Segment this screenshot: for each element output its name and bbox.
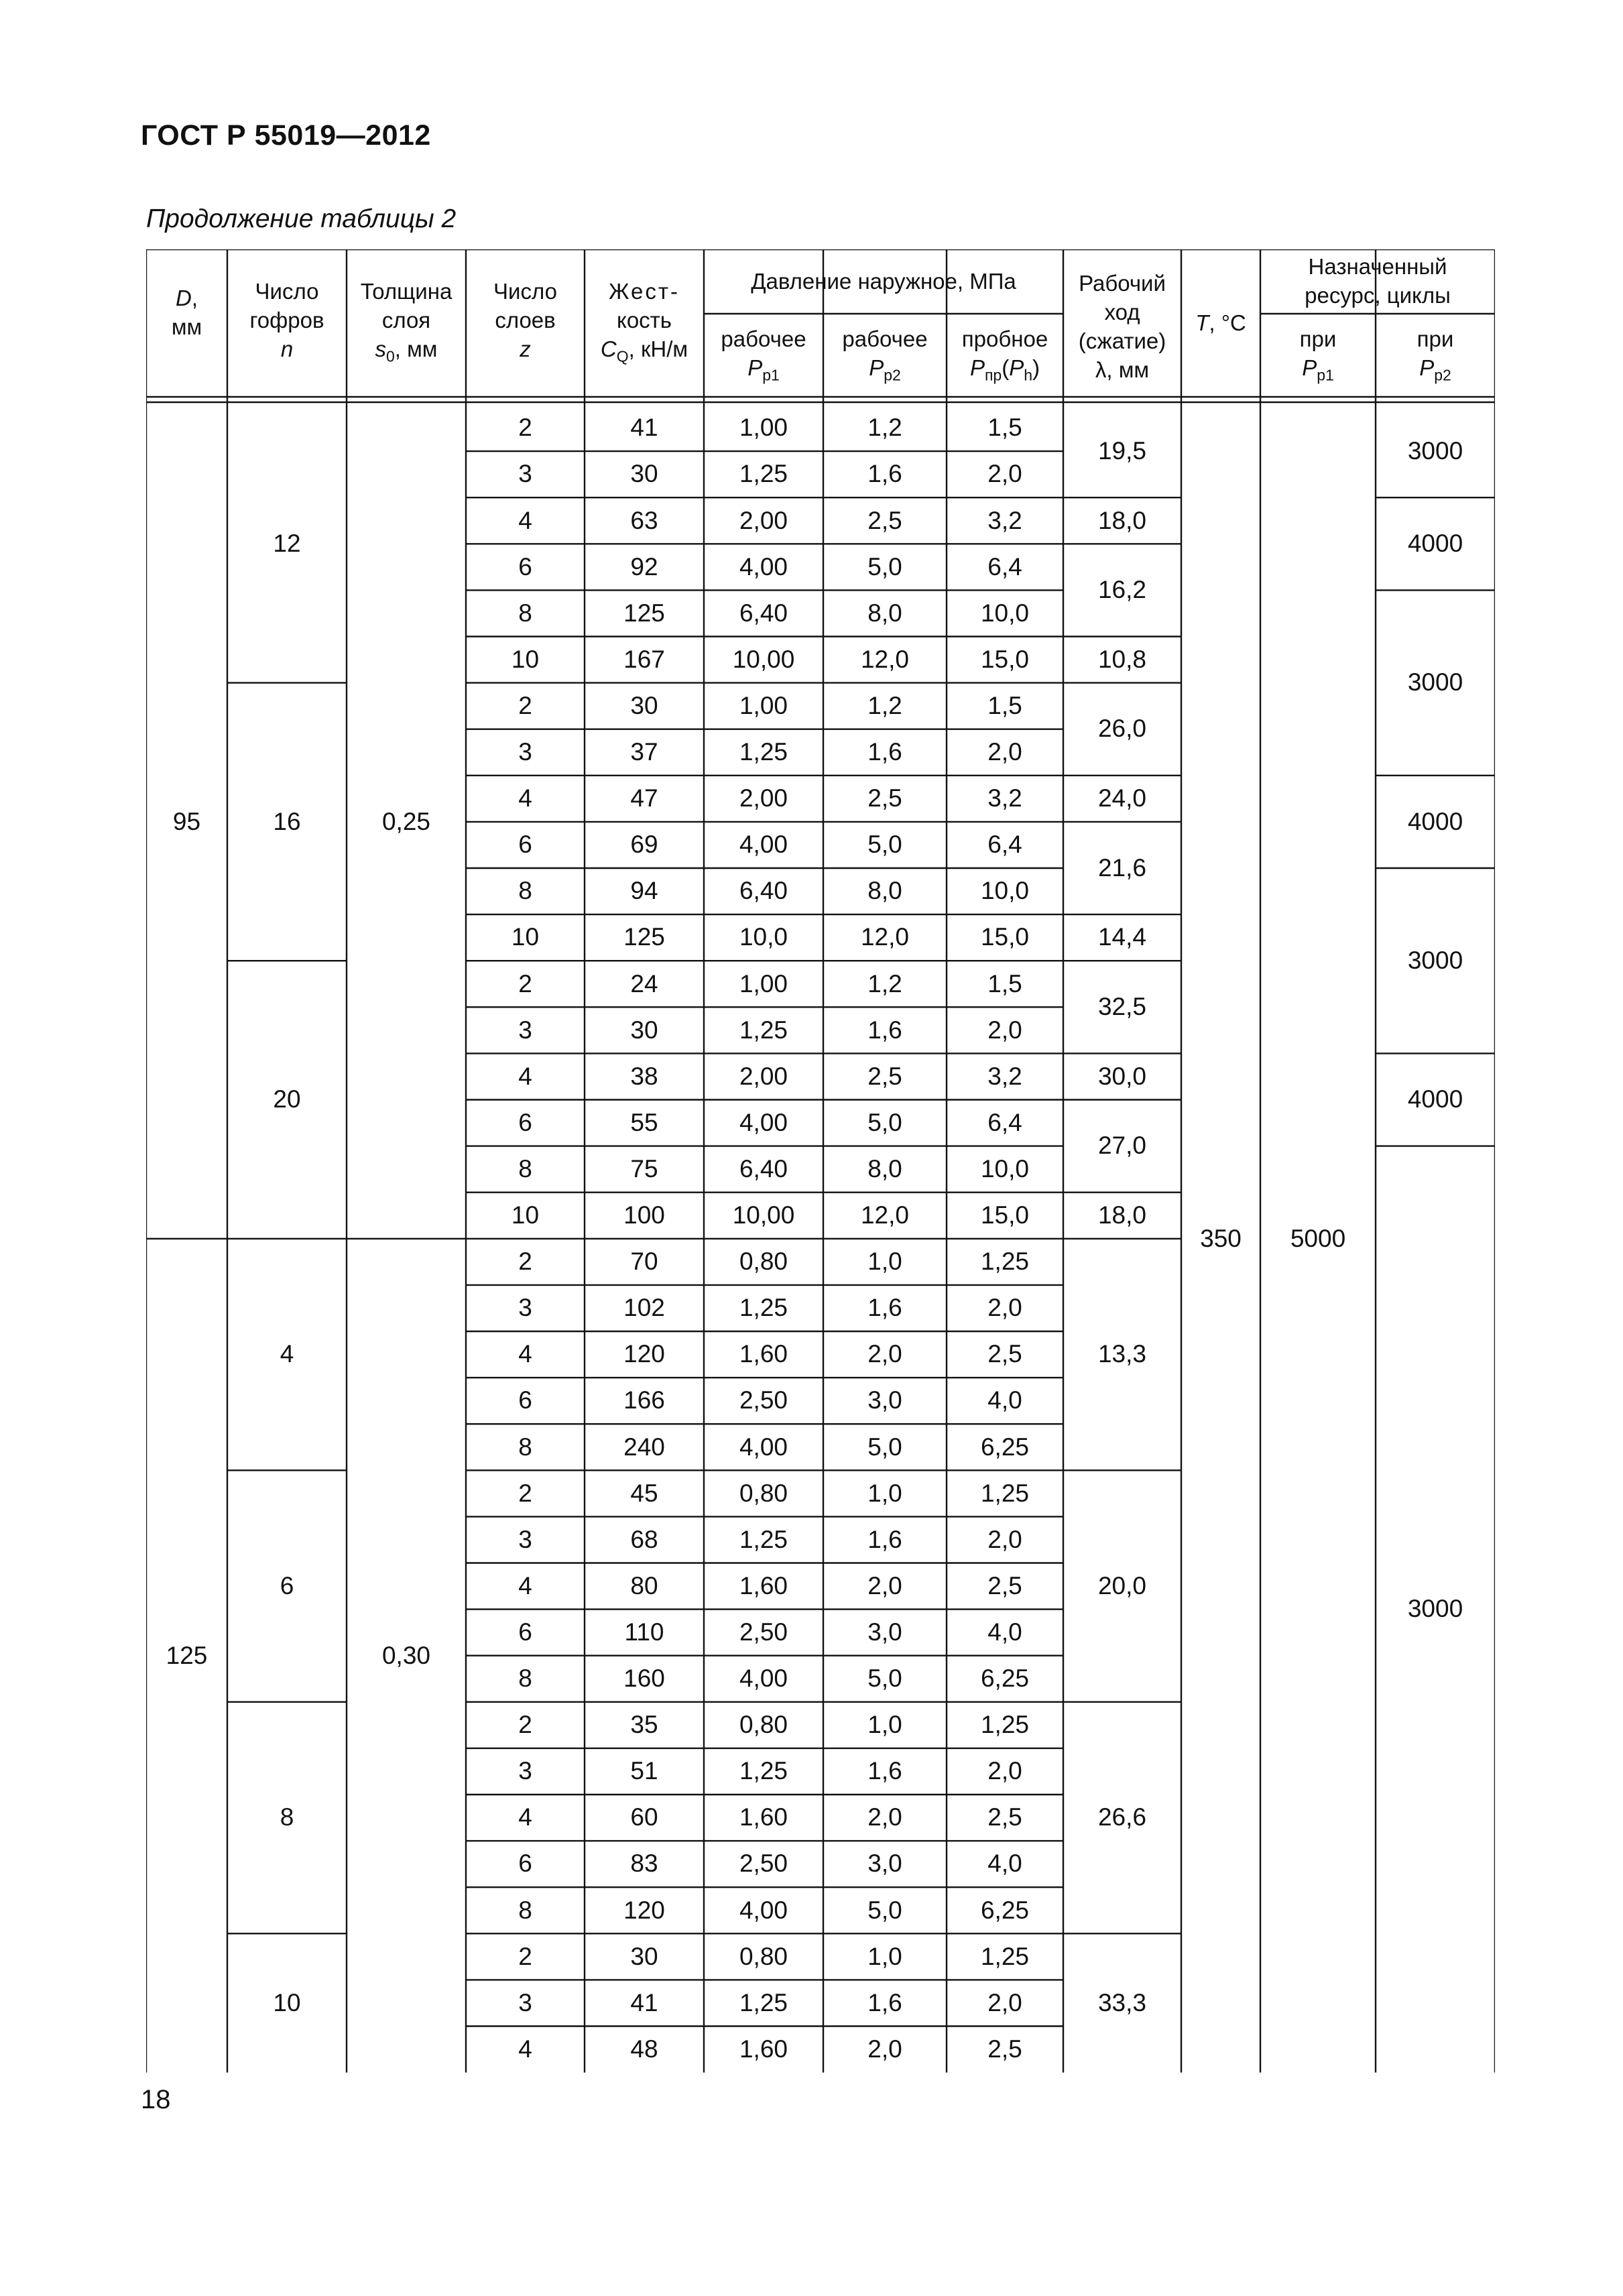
pp2-value: 5,0 [867, 1665, 902, 1693]
pp1-value: 6,40 [739, 877, 788, 905]
page-number: 18 [141, 2085, 171, 2114]
pp2-value: 12,0 [860, 645, 909, 673]
z-value: 2 [518, 1942, 532, 1970]
n-value: 4 [280, 1340, 294, 1368]
lambda-value: 10,8 [1097, 645, 1146, 673]
cq-value: 160 [623, 1665, 665, 1693]
cq-value: 30 [630, 460, 658, 488]
z-value: 2 [518, 1248, 532, 1276]
pp2-value: 12,0 [860, 1201, 909, 1229]
ppr-value: 2,0 [987, 460, 1022, 488]
pp2-value: 2,0 [867, 1803, 902, 1831]
cq-value: 240 [623, 1433, 665, 1461]
table-caption: Продолжение таблицы 2 [146, 204, 457, 233]
cq-value: 47 [630, 784, 658, 812]
pp2-value: 12,0 [860, 923, 909, 951]
pp1-value: 1,25 [739, 1016, 788, 1044]
z-value: 10 [511, 923, 540, 951]
z-value: 3 [518, 1525, 532, 1553]
pp1-value: 0,80 [739, 1711, 788, 1739]
ppr-value: 4,0 [987, 1850, 1022, 1878]
z-value: 8 [518, 1433, 532, 1461]
pp2-value: 1,6 [867, 1757, 902, 1785]
s0-value: 0,30 [381, 1641, 430, 1669]
resource-p2-value: 4000 [1407, 807, 1463, 835]
z-value: 6 [518, 1108, 532, 1136]
pp2-value: 1,0 [867, 1942, 902, 1970]
ppr-value: 2,0 [987, 1525, 1022, 1553]
z-value: 3 [518, 1988, 532, 2016]
header-t: T, °С [1195, 310, 1246, 335]
z-value: 10 [511, 645, 540, 673]
lambda-value: 14,4 [1097, 923, 1146, 951]
z-value: 4 [518, 1062, 532, 1090]
pp1-value: 1,00 [739, 691, 788, 719]
ppr-value: 6,25 [980, 1665, 1029, 1693]
pp2-value: 3,0 [867, 1386, 902, 1414]
lambda-value: 20,0 [1097, 1571, 1146, 1599]
cq-value: 70 [630, 1248, 658, 1276]
ppr-value: 2,0 [987, 1988, 1022, 2016]
lambda-value: 33,3 [1097, 1988, 1146, 2016]
z-value: 2 [518, 1479, 532, 1507]
pp2-value: 2,5 [867, 506, 902, 534]
z-value: 4 [518, 1803, 532, 1831]
header-z: Число слоев z [493, 279, 557, 361]
pp1-value: 10,00 [732, 1201, 795, 1229]
pp2-value: 2,0 [867, 1571, 902, 1599]
pp2-value: 8,0 [867, 1154, 902, 1183]
z-value: 4 [518, 784, 532, 812]
n-value: 8 [280, 1803, 294, 1831]
pp1-value: 2,50 [739, 1850, 788, 1878]
pp2-value: 5,0 [867, 831, 902, 859]
header-lambda: Рабочий ход (сжатие) λ, мм [1078, 271, 1166, 382]
pp2-value: 3,0 [867, 1618, 902, 1646]
ppr-value: 3,2 [987, 506, 1022, 534]
lambda-value: 18,0 [1097, 1201, 1146, 1229]
pp1-value: 1,60 [739, 1803, 788, 1831]
ppr-value: 2,5 [987, 1803, 1022, 1831]
d-value: 95 [172, 807, 201, 835]
ppr-value: 2,5 [987, 1340, 1022, 1368]
lambda-value: 21,6 [1097, 853, 1146, 882]
resource-p1-value: 5000 [1290, 1224, 1346, 1252]
lambda-value: 26,0 [1097, 715, 1146, 743]
lambda-value: 13,3 [1097, 1340, 1146, 1368]
pp1-value: 10,0 [739, 923, 788, 951]
pp1-value: 1,25 [739, 1525, 788, 1553]
cq-value: 30 [630, 1016, 658, 1044]
t-value: 350 [1200, 1224, 1242, 1252]
cq-value: 30 [630, 691, 658, 719]
cq-value: 41 [630, 1988, 658, 2016]
pp2-value: 2,5 [867, 784, 902, 812]
pp1-value: 0,80 [739, 1479, 788, 1507]
pp1-value: 2,00 [739, 784, 788, 812]
lambda-value: 19,5 [1097, 436, 1146, 465]
cq-value: 24 [630, 969, 658, 998]
n-value: 12 [273, 530, 301, 558]
data-table [146, 249, 1495, 2078]
resource-p2-value: 3000 [1407, 947, 1463, 974]
z-value: 6 [518, 552, 532, 581]
ppr-value: 2,5 [987, 1571, 1022, 1599]
lambda-value: 32,5 [1097, 993, 1146, 1021]
pp2-value: 1,0 [867, 1711, 902, 1739]
ppr-value: 4,0 [987, 1618, 1022, 1646]
z-value: 8 [518, 1665, 532, 1693]
n-value: 20 [273, 1085, 301, 1113]
header-cq: Жест- кость $C_Q$, кН/м [600, 279, 688, 365]
pp1-value: 6,40 [739, 599, 788, 627]
pp1-value: 4,00 [739, 1108, 788, 1136]
pp2-value: 1,6 [867, 1016, 902, 1044]
pp2-value: 5,0 [867, 1433, 902, 1461]
lambda-value: 30,0 [1097, 1062, 1146, 1090]
lambda-value: 24,0 [1097, 784, 1146, 812]
ppr-value: 2,0 [987, 738, 1022, 766]
pp1-value: 1,25 [739, 1294, 788, 1322]
pp2-value: 1,6 [867, 1294, 902, 1322]
pp1-value: 4,00 [739, 1433, 788, 1461]
resource-p2-value: 3000 [1407, 668, 1463, 697]
z-value: 4 [518, 1571, 532, 1599]
ppr-value: 15,0 [980, 1201, 1029, 1229]
z-value: 3 [518, 1016, 532, 1044]
resource-p2-value: 3000 [1407, 1595, 1463, 1623]
pp2-value: 5,0 [867, 1108, 902, 1136]
ppr-value: 1,5 [987, 969, 1022, 998]
cq-value: 48 [630, 2035, 658, 2063]
pp2-value: 1,2 [867, 969, 902, 998]
lambda-value: 16,2 [1097, 576, 1146, 604]
pp2-value: 1,6 [867, 460, 902, 488]
d-value: 125 [166, 1641, 208, 1669]
header-r1: при $P_{р1}$ [1299, 326, 1337, 384]
z-value: 3 [518, 460, 532, 488]
cq-value: 166 [623, 1386, 665, 1414]
pp1-value: 1,00 [739, 414, 788, 442]
z-value: 2 [518, 1711, 532, 1739]
cq-value: 68 [630, 1525, 658, 1553]
z-value: 6 [518, 1850, 532, 1878]
header-resource-group: Назначенный ресурс, циклы [1305, 254, 1451, 308]
header-r2: при $P_{р2}$ [1417, 326, 1454, 384]
pp1-value: 1,60 [739, 1571, 788, 1599]
n-value: 6 [280, 1571, 294, 1599]
n-value: 16 [273, 807, 301, 835]
pp2-value: 1,0 [867, 1479, 902, 1507]
pp2-value: 1,6 [867, 1988, 902, 2016]
z-value: 4 [518, 1340, 532, 1368]
pp1-value: 2,50 [739, 1618, 788, 1646]
ppr-value: 1,5 [987, 691, 1022, 719]
ppr-value: 1,25 [980, 1248, 1029, 1276]
z-value: 8 [518, 877, 532, 905]
cq-value: 83 [630, 1850, 658, 1878]
pp2-value: 1,0 [867, 1248, 902, 1276]
pp1-value: 2,00 [739, 506, 788, 534]
pp2-value: 2,5 [867, 1062, 902, 1090]
pp2-value: 1,2 [867, 691, 902, 719]
pp1-value: 2,00 [739, 1062, 788, 1090]
cq-value: 120 [623, 1896, 665, 1924]
ppr-value: 6,4 [987, 552, 1022, 581]
cq-value: 102 [623, 1294, 665, 1322]
pp1-value: 1,25 [739, 460, 788, 488]
pp1-value: 4,00 [739, 1665, 788, 1693]
cq-value: 75 [630, 1154, 658, 1183]
ppr-value: 10,0 [980, 1154, 1029, 1183]
ppr-value: 15,0 [980, 645, 1029, 673]
pp2-value: 1,6 [867, 738, 902, 766]
cq-value: 51 [630, 1757, 658, 1785]
z-value: 6 [518, 1386, 532, 1414]
z-value: 8 [518, 599, 532, 627]
cq-value: 69 [630, 831, 658, 859]
z-value: 6 [518, 831, 532, 859]
cq-value: 80 [630, 1571, 658, 1599]
resource-p2-value: 4000 [1407, 1085, 1463, 1113]
z-value: 10 [511, 1201, 540, 1229]
cq-value: 60 [630, 1803, 658, 1831]
z-value: 2 [518, 969, 532, 998]
document-header: ГОСТ Р 55019—2012 [141, 119, 431, 152]
lambda-value: 27,0 [1097, 1132, 1146, 1160]
z-value: 2 [518, 414, 532, 442]
cq-value: 100 [623, 1201, 665, 1229]
cq-value: 63 [630, 506, 658, 534]
cq-value: 125 [623, 599, 665, 627]
lambda-value: 18,0 [1097, 506, 1146, 534]
z-value: 8 [518, 1896, 532, 1924]
ppr-value: 10,0 [980, 599, 1029, 627]
ppr-value: 1,25 [980, 1479, 1029, 1507]
ppr-value: 3,2 [987, 1062, 1022, 1090]
ppr-value: 1,25 [980, 1711, 1029, 1739]
pp2-value: 2,0 [867, 2035, 902, 2063]
cq-value: 30 [630, 1942, 658, 1970]
z-value: 4 [518, 2035, 532, 2063]
ppr-value: 10,0 [980, 877, 1029, 905]
pp1-value: 1,00 [739, 969, 788, 998]
ppr-value: 4,0 [987, 1386, 1022, 1414]
pp2-value: 5,0 [867, 1896, 902, 1924]
pp1-value: 4,00 [739, 831, 788, 859]
z-value: 2 [518, 691, 532, 719]
cq-value: 35 [630, 1711, 658, 1739]
cq-value: 167 [623, 645, 665, 673]
pp2-value: 8,0 [867, 877, 902, 905]
pp1-value: 4,00 [739, 552, 788, 581]
cq-value: 55 [630, 1108, 658, 1136]
header-n: Число гофров n [249, 279, 324, 361]
header-s0: Толщина слоя $s_0$, мм [360, 279, 453, 365]
pp1-value: 1,25 [739, 1757, 788, 1785]
cq-value: 125 [623, 923, 665, 951]
cq-value: 110 [624, 1618, 664, 1646]
pp1-value: 0,80 [739, 1248, 788, 1276]
header-pp1: рабочее $P_{р1}$ [721, 326, 806, 384]
ppr-value: 3,2 [987, 784, 1022, 812]
pp1-value: 1,25 [739, 1988, 788, 2016]
cq-value: 120 [623, 1340, 665, 1368]
cq-value: 92 [630, 552, 658, 581]
cq-value: 38 [630, 1062, 658, 1090]
header-pp2: рабочее $P_{р2}$ [842, 326, 928, 384]
pp1-value: 1,25 [739, 738, 788, 766]
pp1-value: 0,80 [739, 1942, 788, 1970]
pp2-value: 8,0 [867, 599, 902, 627]
ppr-value: 2,5 [987, 2035, 1022, 2063]
z-value: 8 [518, 1154, 532, 1183]
pp2-value: 2,0 [867, 1340, 902, 1368]
ppr-value: 2,0 [987, 1016, 1022, 1044]
header-ppr: пробное $P_{пр}(P_h)$ [961, 326, 1048, 384]
cq-value: 94 [630, 877, 658, 905]
pp2-value: 1,2 [867, 414, 902, 442]
pp1-value: 1,60 [739, 1340, 788, 1368]
ppr-value: 1,25 [980, 1942, 1029, 1970]
z-value: 3 [518, 738, 532, 766]
ppr-value: 6,25 [980, 1896, 1029, 1924]
ppr-value: 2,0 [987, 1757, 1022, 1785]
pp2-value: 3,0 [867, 1850, 902, 1878]
pp1-value: 4,00 [739, 1896, 788, 1924]
pp1-value: 6,40 [739, 1154, 788, 1183]
ppr-value: 6,25 [980, 1433, 1029, 1461]
cq-value: 37 [630, 738, 658, 766]
lambda-value: 26,6 [1097, 1803, 1146, 1831]
resource-p2-value: 3000 [1407, 436, 1463, 465]
n-value: 10 [273, 1988, 301, 2016]
z-value: 6 [518, 1618, 532, 1646]
ppr-value: 15,0 [980, 923, 1029, 951]
header-pressure-group: Давление наружное, МПа [751, 268, 1016, 294]
pp1-value: 10,00 [732, 645, 795, 673]
cq-value: 41 [630, 414, 658, 442]
z-value: 3 [518, 1294, 532, 1322]
pp2-value: 1,6 [867, 1525, 902, 1553]
ppr-value: 6,4 [987, 831, 1022, 859]
z-value: 3 [518, 1757, 532, 1785]
resource-p2-value: 4000 [1407, 530, 1463, 558]
pp2-value: 5,0 [867, 552, 902, 581]
ppr-value: 6,4 [987, 1108, 1022, 1136]
ppr-value: 2,0 [987, 1294, 1022, 1322]
s0-value: 0,25 [381, 807, 430, 835]
header-d: D, мм [171, 286, 202, 339]
z-value: 4 [518, 506, 532, 534]
pp1-value: 2,50 [739, 1386, 788, 1414]
ppr-value: 1,5 [987, 414, 1022, 442]
cq-value: 45 [630, 1479, 658, 1507]
pp1-value: 1,60 [739, 2035, 788, 2063]
